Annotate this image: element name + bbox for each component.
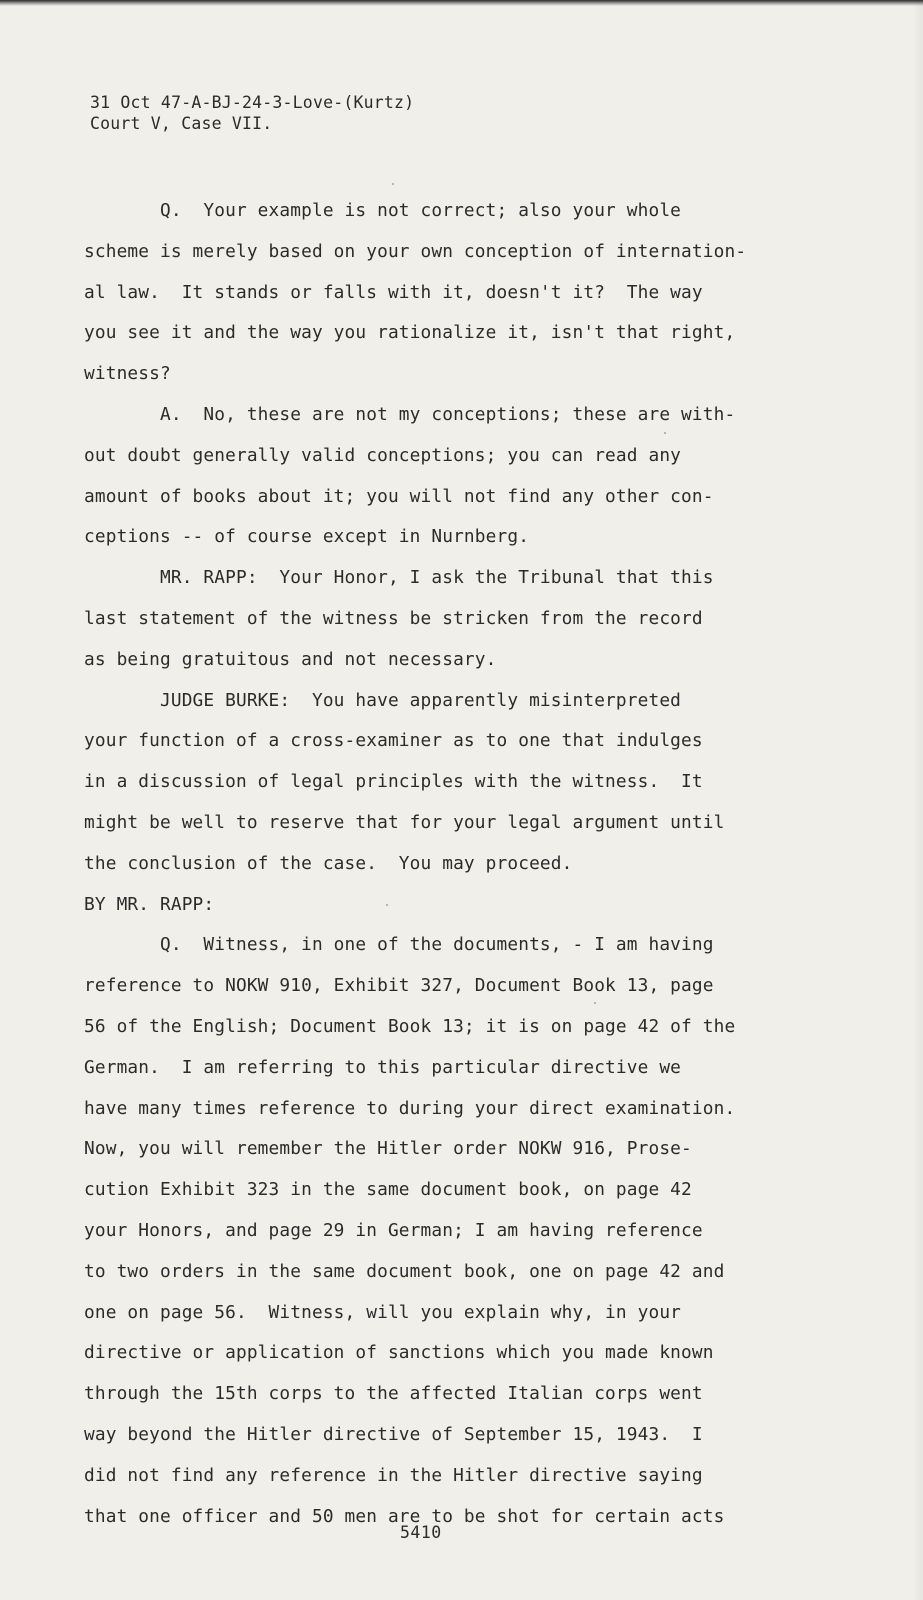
transcript-line: did not find any reference in the Hitler directive saying [84,1464,703,1486]
paper-speck [392,183,394,185]
transcript-line: amount of books about it; you will not find any other con- [84,485,714,507]
transcript-line: have many times reference to during your direct examination. [84,1097,736,1119]
transcript-line: way beyond the Hitler directive of September 15, 1943. I [84,1423,703,1445]
transcript-line: might be well to reserve that for your legal argument until [84,811,725,833]
document-header [90,92,414,134]
transcript-line: witness? [84,363,171,385]
header-line-2: Court V, Case VII. [90,114,273,133]
transcript-line: the conclusion of the case. You may proceed. [84,852,573,874]
transcript-body [84,191,844,1537]
transcript-line: BY MR. RAPP: [84,893,215,915]
transcript-line: as being gratuitous and not necessary. [84,648,497,670]
transcript-line: your function of a cross-examiner as to one that indulges [84,730,703,752]
transcript-line: your Honors, and page 29 in German; I am having reference [84,1219,703,1241]
transcript-line: scheme is merely based on your own conception of internation- [84,240,747,262]
transcript-line: you see it and the way you rationalize it, isn't that right, [84,322,736,344]
transcript-line: Q. Witness, in one of the documents, - I am having [84,934,714,956]
transcript-line: ceptions -- of course except in Nurnberg. [84,526,530,548]
transcript-line: that one officer and 50 men are to be shot for certain acts [84,1505,725,1527]
transcript-line: one on page 56. Witness, will you explain why, in your [84,1301,682,1323]
transcript-line: JUDGE BURKE: You have apparently misinterpreted [84,689,682,711]
transcript-line: 56 of the English; Document Book 13; it is on page 42 of the [84,1015,736,1037]
transcript-line: MR. RAPP: Your Honor, I ask the Tribunal that this [84,567,714,589]
transcript-line: to two orders in the same document book, one on page 42 and [84,1260,725,1282]
transcript-line: directive or application of sanctions which you made known [84,1342,714,1364]
header-line-1: 31 Oct 47-A-BJ-24-3-Love-(Kurtz) [90,93,415,112]
page-number: 5410 [400,1523,442,1542]
transcript-line: through the 15th corps to the affected Italian corps went [84,1383,703,1405]
transcript-line: A. No, these are not my conceptions; these are with- [84,403,736,425]
paper-speck [664,432,666,434]
transcript-line: last statement of the witness be stricken from the record [84,607,703,629]
paper-speck [594,1002,596,1004]
transcript-line: out doubt generally valid conceptions; you can read any [84,444,682,466]
transcript-line: German. I am referring to this particular directive we [84,1056,682,1078]
transcript-line: in a discussion of legal principles with the witness. It [84,771,703,793]
transcript-line: al law. It stands or falls with it, doesn't it? The way [84,281,703,303]
paper-speck [386,904,388,906]
transcript-line: Q. Your example is not correct; also your whole [84,200,682,221]
transcript-line: Now, you will remember the Hitler order NOKW 916, Prose- [84,1138,692,1160]
transcript-line: reference to NOKW 910, Exhibit 327, Document Book 13, page [84,975,714,997]
transcript-line: cution Exhibit 323 in the same document book, on page 42 [84,1179,692,1201]
